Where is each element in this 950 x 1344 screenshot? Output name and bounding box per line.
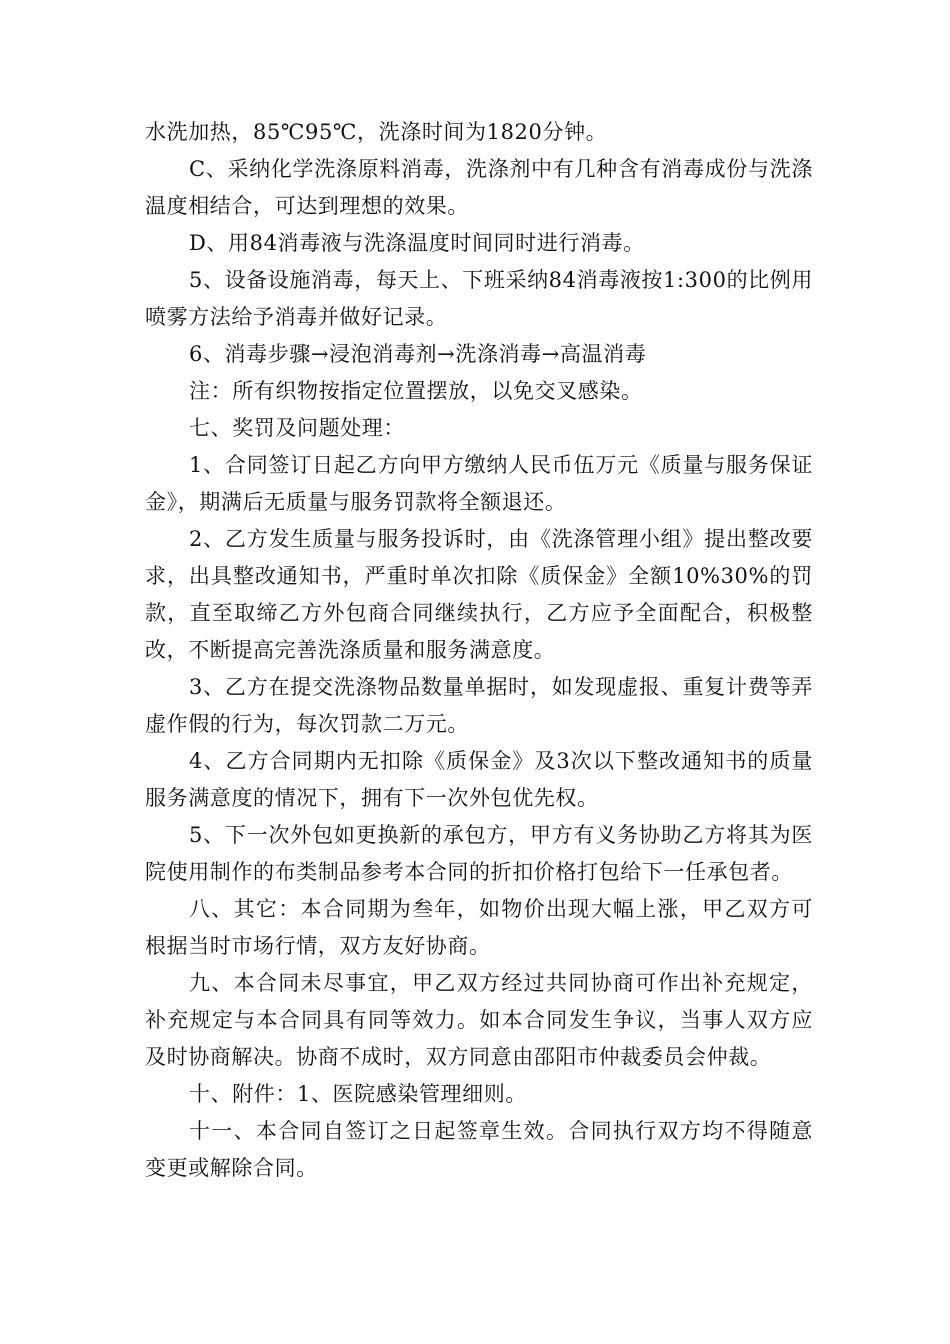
section-attachments: 十、附件：1、医院感染管理细则。 bbox=[189, 1082, 527, 1106]
paragraph-item-6-disinfection-steps: 6、消毒步骤→浸泡消毒剂→洗涤消毒→高温消毒 bbox=[189, 342, 647, 366]
paragraph-clause-3: 3、乙方在提交洗涤物品数量单据时，如发现虚报、重复计费等弄虚作假的行为，每次罚款二万元。 bbox=[145, 675, 813, 736]
section-supplementary: 九、本合同未尽事宜，甲乙双方经过共同协商可作出补充规定，补充规定与本合同具有同等效力。如本合同发生争议，当事人双方应及时协商解决。协商不成时，双方同意由邵阳市仲裁委员会仲裁。 bbox=[145, 971, 813, 1069]
section-heading-rewards-penalties: 七、奖罚及问题处理： bbox=[189, 416, 405, 440]
section-other: 八、其它：本合同期为叁年，如物价出现大幅上涨，甲乙双方可根据当时市场行情，双方友好协商。 bbox=[145, 897, 813, 958]
paragraph-item-d: D、用84消毒液与洗涤温度时间同时进行消毒。 bbox=[189, 231, 645, 255]
paragraph-clause-5: 5、下一次外包如更换新的承包方，甲方有义务协助乙方将其为医院使用制作的布类制品参考本合同的折扣价格打包给下一任承包者。 bbox=[145, 823, 813, 884]
paragraph-continuation: 水洗加热，85℃95℃，洗涤时间为1820分钟。 bbox=[145, 120, 608, 144]
paragraph-clause-4: 4、乙方合同期内无扣除《质保金》及3次以下整改通知书的质量服务满意度的情况下，拥有下一次外包优先权。 bbox=[145, 749, 813, 810]
section-effectiveness: 十一、本合同自签订之日起签章生效。合同执行双方均不得随意变更或解除合同。 bbox=[145, 1119, 813, 1180]
paragraph-item-c: C、采纳化学洗涤原料消毒，洗涤剂中有几种含有消毒成份与洗涤温度相结合，可达到理想的效果。 bbox=[145, 157, 813, 218]
paragraph-item-5-facility-disinfection: 5、设备设施消毒，每天上、下班采纳84消毒液按1:300的比例用喷雾方法给予消毒并做好记录。 bbox=[145, 268, 813, 329]
document-body bbox=[145, 114, 813, 1187]
paragraph-note: 注：所有织物按指定位置摆放，以免交叉感染。 bbox=[189, 379, 643, 403]
paragraph-clause-1: 1、合同签订日起乙方向甲方缴纳人民币伍万元《质量与服务保证金》，期满后无质量与服务罚款将全额退还。 bbox=[145, 453, 813, 514]
paragraph-clause-2: 2、乙方发生质量与服务投诉时，由《洗涤管理小组》提出整改要求，出具整改通知书，严重时单次扣除《质保金》全额10%30%的罚款，直至取缔乙方外包商合同继续执行，乙方应予全面配合，积极整改，不断提高完善洗涤质量和服务满意度。 bbox=[145, 527, 813, 662]
